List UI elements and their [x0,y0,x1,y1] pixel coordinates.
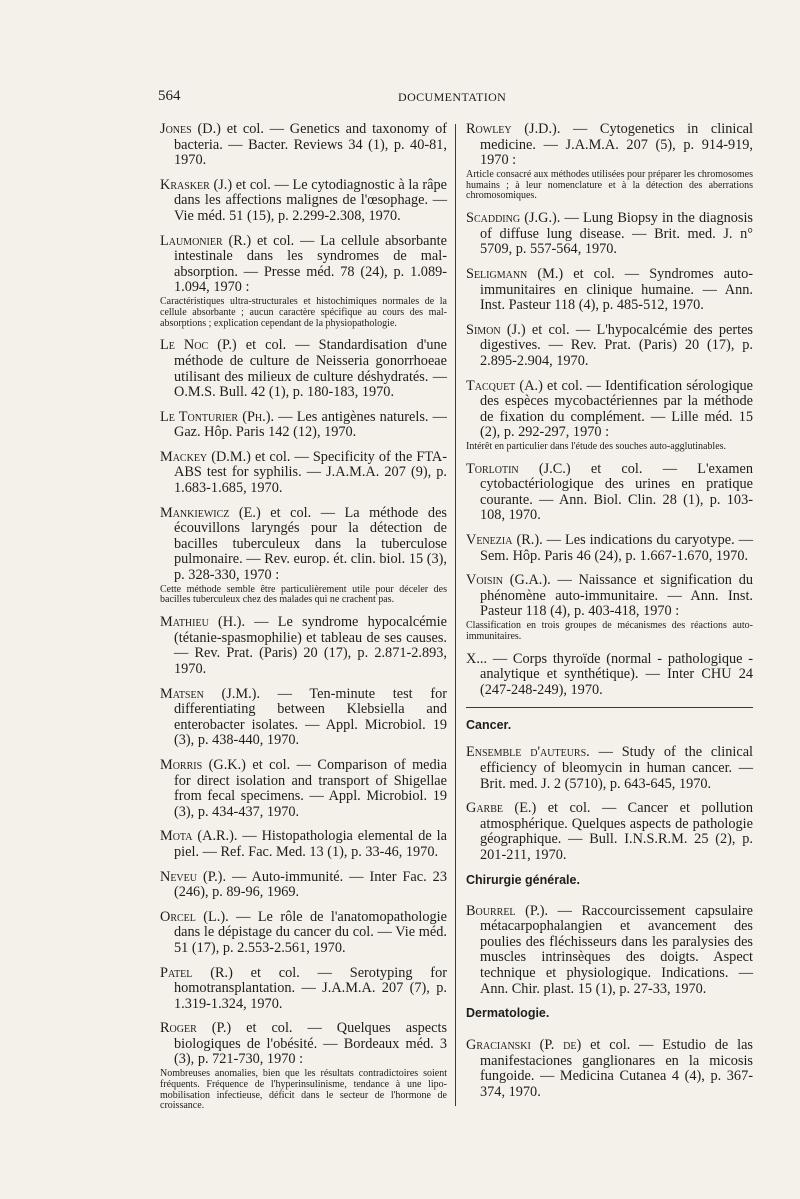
entry-citation [160,178,447,225]
entry-author: Garbe (E.) [466,800,537,817]
column-divider [455,124,456,1106]
entry-citation [160,234,447,296]
entry-text: et col. — Standardisation d'une méthode de culture de Neisseria gonorrhoeae utilisant des milieux de culture déshydratés. — O.M.S. Bull. 42 (1), p. 180-183, 1970. [174,337,447,401]
entry-citation [466,745,753,792]
entry-author: Krasker (J.) [160,176,233,193]
entry-text: . — Ten-minute test for differentiating between Klebsiella and enterobacter isolates. — Appl. Microbiol. 19 (3), p. 438-440, 1970. [174,685,447,749]
entry-author: Scadding (J.G.) [466,210,557,227]
entry-citation [160,506,447,584]
entry-author: Simon (J.) [466,321,526,338]
entry-annotation: Intérêt en particulier dans l'étude des souches auto-agglutinables. [466,440,727,452]
entry-text: et col. — Le cytodiagnostic à la râpe dans les affections malignes de l'œsophage. — Vie méd. 51 (15), p. 2.299-2.308, 1970. [174,176,447,224]
entry-text: et col. — La méthode des écouvillons laryngés pour la détection de bacilles tuberculeux dans la tuberculose pulmonaire. — Rev. europ. ét. clin. biol. 15 (3), p. 328-330, 1970 : [174,504,447,584]
entry-citation [466,904,753,998]
bibliography-entry [160,615,447,677]
bibliography-entry [160,758,447,820]
entry-text: et col. — Cancer et pollution atmosphérique. Quelques aspects de pathologie géographique. — Bull. I.N.S.R.M. 25 (2), p. 201-211, 1970. [480,800,753,863]
entry-text: et col. — Identification sérologique des espèces mycobactériennes par la méthode de fixation du complément. — Lille méd. 15 (2), p. 292-297, 1970 : [480,377,753,441]
entry-text: . — Le syndrome hypocalcémie (tétanie-spasmophilie) et tableau de ses causes. — Rev. Prat. (Paris) 20 (17), p. 2.871-2.893, 1970. [174,614,447,678]
entry-citation [160,870,447,901]
bibliography-entry [466,122,753,202]
bibliography-entry [466,323,753,370]
bibliography-entry [160,966,447,1013]
bibliography-entry [160,178,447,225]
entry-author: Seligmann (M.) [466,265,564,282]
section-cancer-entries [466,745,753,863]
entry-text: et col. — Comparison of media for direct isolation and transport of Shigellae from fecal specimens. — Appl. Microbiol. 19 (3), p. 434-437, 1970. [174,756,447,820]
entry-citation [160,758,447,820]
bibliography-entry [466,652,753,699]
entry-text: . — Raccourcissement capsulaire métacarpophalangien et avancement des poulies des fléchisseurs dans les paralysies des muscles intrinsèques des doigts. Aspect technique et physiologique. Indications. — Ann. Chir. plast. 15 (1), p. 27-33, 1970. [480,902,753,997]
bibliography-entry [160,234,447,330]
entry-text: . — Le rôle de l'anatomopathologie dans le dépistage du cancer du col. — Vie méd. 51 (17), p. 2.553-2.561, 1970. [174,908,447,956]
entry-citation [160,829,447,860]
bibliography-entry [466,1038,753,1100]
bibliography-entry [466,379,753,453]
entry-text: . — Les indications du caryotype. — Sem. Hôp. Paris 46 (24), p. 1.667-1.670, 1970. [480,532,753,564]
entry-text: et col. — Syndromes auto-immunitaires en clinique humaine. — Ann. Inst. Pasteur 118 (4), p. 485-512, 1970. [480,265,753,314]
entry-citation [160,910,447,957]
entry-author: Le Noc (P.) [160,337,237,354]
entry-text: . — Cytogenetics in clinical medicine. — J.A.M.A. 207 (5), p. 914-919, 1970 : [480,121,753,169]
entry-author: Le Tonturier (Ph.) [160,408,271,425]
entry-annotation: Article consacré aux méthodes utilisées pour préparer les chromosomes humains ; à leur nomenclature et à la détection des aberrations chromosomiques. [466,168,753,202]
entry-author: Jones (D.) [160,121,221,137]
entry-author: Ensemble d'auteurs [466,744,587,761]
entry-citation [160,687,447,749]
entry-citation [160,966,447,1013]
entry-text: et col. — L'hypocalcémie des pertes digestives. — Rev. Prat. (Paris) 20 (17), p. 2.895-2.904, 1970. [480,321,753,369]
entry-text: . — Les antigènes naturels. — Gaz. Hôp. Paris 142 (12), 1970. [174,408,447,441]
entry-text: . — Lung Biopsy in the diagnosis of diffuse lung disease. — Brit. med. J. n° 5709, p. 557-564, 1970. [480,210,753,258]
bibliography-entry [160,506,447,607]
section-heading-dermatologie: Dermatologie. [466,1006,550,1021]
section-rule [466,707,753,708]
section-chirurgie-entries [466,904,753,998]
section-heading-cancer: Cancer. [466,718,512,733]
entry-text: . — Study of the clinical efficiency of bleomycin in human cancer. — Brit. med. J. 2 (5710), p. 643-645, 1970. [480,744,754,792]
entry-author: Mackey (D.M.) [160,448,251,465]
entry-citation [466,379,753,441]
right-column [466,122,753,1110]
entry-citation [466,267,753,314]
entry-author: Patel (R.) [160,964,233,981]
entry-author: Mathieu (H.) [160,614,242,631]
entry-author: Mota (A.R.) [160,828,234,845]
bibliography-entry [466,462,753,524]
right-column-entries [466,122,753,698]
entry-citation [160,450,447,497]
entry-author: X... [466,650,488,667]
entry-citation [160,1021,447,1068]
entry-author: Venezia (R.) [466,532,540,549]
entry-text: et col. — Genetics and taxonomy of bacteria. — Bacter. Reviews 34 (1), p. 40-81, 1970. [174,121,447,169]
entry-author: Mankiewicz (E.) [160,504,261,521]
bibliography-entry [160,829,447,860]
entry-text: et col. — Specificity of the FTA-ABS test for syphilis. — J.A.M.A. 207 (9), p. 1.683-1.685, 1970. [174,448,447,497]
entry-citation [466,573,753,620]
entry-citation [466,1038,753,1100]
entry-author: Laumonier (R.) [160,232,252,249]
entry-text: et col. — Serotyping for homotransplantation. — J.A.M.A. 207 (7), p. 1.319-1.324, 1970. [174,964,447,1012]
bibliography-entry [160,122,447,169]
bibliography-entry [160,450,447,497]
entry-text: et col. — Quelques aspects biologiques de l'obésité. — Bordeaux méd. 3 (3), p. 721-730, 1970 : [174,1020,448,1068]
entry-author: Voisin (G.A.) [466,572,548,589]
entry-citation [160,410,447,441]
entry-citation [466,801,753,863]
entry-citation [466,462,753,524]
entry-annotation: Cette méthode semble être particulièrement utile pour déceler des bacilles tuberculeux chez des malades qui ne crachent pas. [160,583,447,606]
running-title: DOCUMENTATION [398,90,507,104]
entry-annotation: Caractéristiques ultra-structurales et histochimiques normales de la cellule absorbante ; aucun caractère spécifique au cours des mal-absorptions ; explication cependant de la physiopathologie. [160,295,447,329]
bibliography-entry [160,910,447,957]
entry-author: Morris (G.K.) [160,756,246,773]
entry-citation [160,122,447,169]
left-column [160,122,447,1121]
bibliography-entry [160,870,447,901]
entry-annotation: Classification en trois groupes de mécanismes des réactions auto-immunitaires. [466,620,753,642]
entry-author: Orcel (L.) [160,908,226,925]
entry-citation [466,533,753,564]
entry-author: Neveu (P.) [160,868,223,885]
page-header [158,88,748,110]
entry-author: Roger (P.) [160,1020,232,1037]
entry-citation [466,652,753,699]
bibliography-entry [466,573,753,642]
entry-author: Gracianski (P. de) [466,1037,582,1054]
entry-text: et col. — Estudio de las manifestaciones ganglionares en la micosis fungoide. — Medicina Cutanea 4 (4), p. 367-374, 1970. [480,1037,753,1100]
bibliography-entry [466,267,753,314]
entry-author: Bourrel (P.) [466,902,545,919]
entry-text: . — Naissance et signification du phénomène auto-immunitaire. — Ann. Inst. Pasteur 118 (4), p. 403-418, 1970 : [480,572,753,620]
page-number: 564 [158,88,181,104]
entry-citation [466,211,753,258]
entry-text: . — Histopathologia elemental de la piel. — Ref. Fac. Med. 13 (1), p. 33-46, 1970. [174,828,447,860]
entry-citation [466,122,753,169]
entry-text: — Corps thyroïde (normal - pathologique - analytique et synthétique). — Inter CHU 24 (247-248-249), 1970. [480,650,753,698]
entry-author: Tacquet (A.) [466,377,543,394]
entry-author: Matsen (J.M.) [160,685,257,702]
bibliography-entry [466,533,753,564]
entry-author: Torlotin (J.C.) [466,460,571,477]
bibliography-entry [466,211,753,258]
entry-text: . — Auto-immunité. — Inter Fac. 23 (246), p. 89-96, 1969. [174,868,447,901]
bibliography-entry [160,1021,447,1112]
entry-text: et col. — La cellule absorbante intestinale dans les syndromes de mal-absorption. — Presse méd. 78 (24), p. 1.089-1.094, 1970 : [174,232,447,296]
entry-annotation: Nombreuses anomalies, bien que les résultats contradictoires soient fréquents. Fréquence de l'hyperinsulinisme, tendance à une lipo-mobilisation infectieuse, déficit dans le secteur de l'hormone de croissance. [160,1068,447,1112]
bibliography-entry [466,745,753,792]
entry-author: Rowley (J.D.) [466,121,557,137]
bibliography-entry [466,904,753,998]
entry-citation [466,323,753,370]
bibliography-entry [160,338,447,400]
section-heading-chirurgie: Chirurgie générale. [466,872,580,887]
entry-citation [160,338,447,400]
bibliography-entry [160,687,447,749]
section-dermatologie-entries [466,1038,753,1100]
bibliography-entry [466,801,753,863]
bibliography-entry [160,410,447,441]
entry-citation [160,615,447,677]
entry-text: et col. — L'examen cytobactériologique des urines en pratique courante. — Ann. Biol. Clin. 28 (1), p. 103-108, 1970. [480,460,753,524]
